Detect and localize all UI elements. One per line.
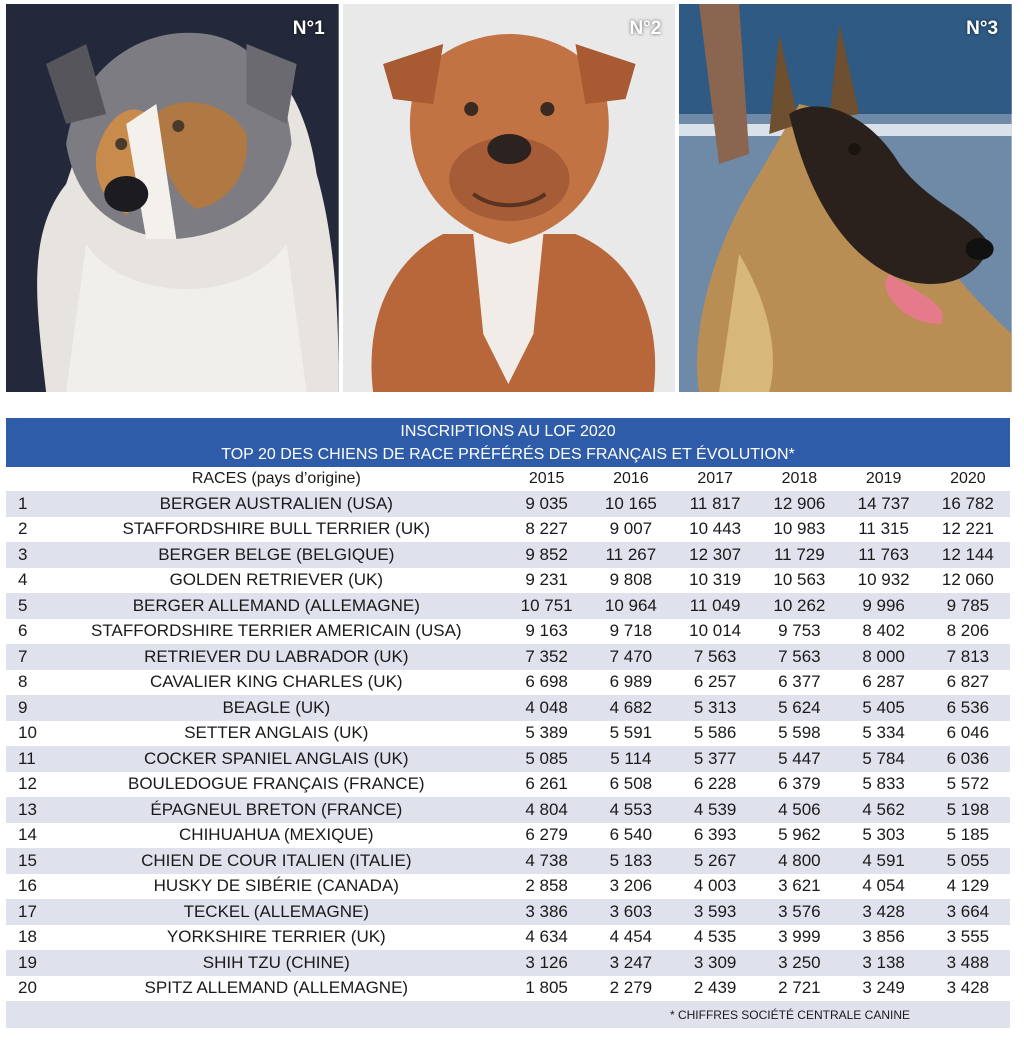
table-row	[6, 542, 1010, 568]
count-cell: 4 454	[589, 925, 673, 951]
rank-cell: 15	[6, 848, 48, 874]
rank-badge-2: N°2	[629, 18, 662, 39]
count-cell: 5 303	[841, 823, 925, 849]
count-cell: 3 206	[589, 874, 673, 900]
count-cell: 5 572	[926, 772, 1010, 798]
rank-cell: 7	[6, 644, 48, 670]
table-subtitle: TOP 20 DES CHIENS DE RACE PRÉFÉRÉS DES FRANÇAIS ET ÉVOLUTION*	[221, 446, 795, 463]
count-cell: 6 540	[589, 823, 673, 849]
rank-badge-3: N°3	[966, 18, 999, 39]
table-row	[6, 899, 1010, 925]
count-cell: 10 262	[757, 593, 841, 619]
rank-cell: 20	[6, 976, 48, 1002]
count-cell: 4 553	[589, 797, 673, 823]
count-cell: 7 563	[757, 644, 841, 670]
count-cell: 8 000	[841, 644, 925, 670]
count-cell: 5 198	[926, 797, 1010, 823]
rank-cell: 8	[6, 670, 48, 696]
count-cell: 5 389	[504, 721, 588, 747]
year-header: 2019	[865, 470, 902, 487]
count-cell: 5 114	[589, 746, 673, 772]
count-cell: 3 428	[841, 899, 925, 925]
race-cell: BERGER BELGE (BELGIQUE)	[48, 542, 504, 568]
count-cell: 11 315	[841, 517, 925, 543]
count-cell: 5 833	[841, 772, 925, 798]
count-cell: 5 962	[757, 823, 841, 849]
rank-cell: 17	[6, 899, 48, 925]
count-cell: 9 753	[757, 619, 841, 645]
count-cell: 7 813	[926, 644, 1010, 670]
table-row	[6, 976, 1010, 1002]
race-cell: TECKEL (ALLEMAGNE)	[48, 899, 504, 925]
count-cell: 3 247	[589, 950, 673, 976]
table-row	[6, 695, 1010, 721]
count-cell: 3 999	[757, 925, 841, 951]
footnote: * CHIFFRES SOCIÉTÉ CENTRALE CANINE	[6, 1001, 1010, 1028]
count-cell: 6 393	[673, 823, 757, 849]
count-cell: 5 267	[673, 848, 757, 874]
rank-cell: 10	[6, 721, 48, 747]
count-cell: 4 562	[841, 797, 925, 823]
table-row	[6, 721, 1010, 747]
table-row	[6, 848, 1010, 874]
count-cell: 1 805	[504, 976, 588, 1002]
count-cell: 9 231	[504, 568, 588, 594]
count-cell: 3 593	[673, 899, 757, 925]
rank-cell: 14	[6, 823, 48, 849]
rank-cell: 12	[6, 772, 48, 798]
rank-cell: 6	[6, 619, 48, 645]
footnote-row	[6, 1001, 1010, 1028]
count-cell: 10 563	[757, 568, 841, 594]
dog-photos	[6, 4, 1012, 392]
count-cell: 11 049	[673, 593, 757, 619]
count-cell: 5 447	[757, 746, 841, 772]
count-cell: 4 800	[757, 848, 841, 874]
count-cell: 9 718	[589, 619, 673, 645]
race-cell: SPITZ ALLEMAND (ALLEMAGNE)	[48, 976, 504, 1002]
table-row	[6, 491, 1010, 517]
count-cell: 10 932	[841, 568, 925, 594]
count-cell: 9 808	[589, 568, 673, 594]
count-cell: 5 313	[673, 695, 757, 721]
rank-cell: 4	[6, 568, 48, 594]
table-header-row	[6, 467, 1010, 491]
count-cell: 5 591	[589, 721, 673, 747]
race-cell: RETRIEVER DU LABRADOR (UK)	[48, 644, 504, 670]
count-cell: 5 185	[926, 823, 1010, 849]
rank-cell: 3	[6, 542, 48, 568]
race-cell: STAFFORDSHIRE TERRIER AMERICAIN (USA)	[48, 619, 504, 645]
count-cell: 6 698	[504, 670, 588, 696]
count-cell: 3 664	[926, 899, 1010, 925]
table-row	[6, 874, 1010, 900]
race-cell: COCKER SPANIEL ANGLAIS (UK)	[48, 746, 504, 772]
photo-belgian-malinois	[679, 4, 1012, 392]
rank-cell: 5	[6, 593, 48, 619]
race-cell: SETTER ANGLAIS (UK)	[48, 721, 504, 747]
count-cell: 14 737	[841, 491, 925, 517]
count-cell: 6 989	[589, 670, 673, 696]
count-cell: 8 206	[926, 619, 1010, 645]
count-cell: 10 319	[673, 568, 757, 594]
count-cell: 5 586	[673, 721, 757, 747]
count-cell: 4 506	[757, 797, 841, 823]
count-cell: 3 126	[504, 950, 588, 976]
race-cell: BERGER AUSTRALIEN (USA)	[48, 491, 504, 517]
count-cell: 3 250	[757, 950, 841, 976]
count-cell: 3 576	[757, 899, 841, 925]
count-cell: 4 129	[926, 874, 1010, 900]
count-cell: 4 804	[504, 797, 588, 823]
race-cell: BEAGLE (UK)	[48, 695, 504, 721]
count-cell: 10 964	[589, 593, 673, 619]
table-row	[6, 797, 1010, 823]
table-title-band	[6, 418, 1010, 467]
rank-cell: 9	[6, 695, 48, 721]
count-cell: 3 603	[589, 899, 673, 925]
race-cell: BOULEDOGUE FRANÇAIS (FRANCE)	[48, 772, 504, 798]
count-cell: 9 852	[504, 542, 588, 568]
table-row	[6, 823, 1010, 849]
year-header: 2020	[950, 470, 986, 487]
count-cell: 5 183	[589, 848, 673, 874]
year-header: 2016	[613, 470, 649, 487]
rank-cell: 2	[6, 517, 48, 543]
photo-staffordshire-bull-terrier	[343, 4, 676, 392]
count-cell: 8 402	[841, 619, 925, 645]
count-cell: 2 721	[757, 976, 841, 1002]
count-cell: 10 443	[673, 517, 757, 543]
count-cell: 7 563	[673, 644, 757, 670]
rank-cell: 1	[6, 491, 48, 517]
race-cell: YORKSHIRE TERRIER (UK)	[48, 925, 504, 951]
count-cell: 3 386	[504, 899, 588, 925]
count-cell: 9 785	[926, 593, 1010, 619]
count-cell: 4 591	[841, 848, 925, 874]
count-cell: 11 729	[757, 542, 841, 568]
count-cell: 16 782	[926, 491, 1010, 517]
count-cell: 2 439	[673, 976, 757, 1002]
count-cell: 3 428	[926, 976, 1010, 1002]
table-row	[6, 619, 1010, 645]
year-header: 2017	[697, 470, 733, 487]
count-cell: 4 003	[673, 874, 757, 900]
table-row	[6, 517, 1010, 543]
count-cell: 6 036	[926, 746, 1010, 772]
australian-shepherd-icon	[6, 4, 339, 392]
count-cell: 6 257	[673, 670, 757, 696]
staffordshire-bull-terrier-icon	[343, 4, 676, 392]
table-row	[6, 644, 1010, 670]
count-cell: 3 138	[841, 950, 925, 976]
count-cell: 6 379	[757, 772, 841, 798]
count-cell: 6 228	[673, 772, 757, 798]
year-header: 2018	[781, 470, 818, 487]
count-cell: 6 536	[926, 695, 1010, 721]
table-body	[6, 491, 1010, 1001]
count-cell: 4 048	[504, 695, 588, 721]
race-cell: HUSKY DE SIBÉRIE (CANADA)	[48, 874, 504, 900]
count-cell: 3 621	[757, 874, 841, 900]
race-cell: CHIHUAHUA (MEXIQUE)	[48, 823, 504, 849]
count-cell: 6 377	[757, 670, 841, 696]
year-header: 2015	[528, 470, 565, 487]
count-cell: 9 996	[841, 593, 925, 619]
race-header: RACES (pays d’origine)	[191, 470, 361, 487]
race-cell: CHIEN DE COUR ITALIEN (ITALIE)	[48, 848, 504, 874]
race-cell: SHIH TZU (CHINE)	[48, 950, 504, 976]
count-cell: 5 334	[841, 721, 925, 747]
table-row	[6, 925, 1010, 951]
count-cell: 10 014	[673, 619, 757, 645]
count-cell: 7 470	[589, 644, 673, 670]
table-row	[6, 772, 1010, 798]
count-cell: 4 054	[841, 874, 925, 900]
count-cell: 10 751	[504, 593, 588, 619]
ranking-table	[6, 467, 1010, 1028]
count-cell: 9 163	[504, 619, 588, 645]
rank-cell: 18	[6, 925, 48, 951]
rank-header	[6, 467, 48, 491]
table-row	[6, 593, 1010, 619]
count-cell: 3 249	[841, 976, 925, 1002]
count-cell: 5 055	[926, 848, 1010, 874]
count-cell: 4 738	[504, 848, 588, 874]
count-cell: 11 817	[673, 491, 757, 517]
count-cell: 6 508	[589, 772, 673, 798]
count-cell: 11 267	[589, 542, 673, 568]
belgian-malinois-icon	[679, 4, 1012, 392]
table-row	[6, 950, 1010, 976]
count-cell: 2 858	[504, 874, 588, 900]
count-cell: 12 307	[673, 542, 757, 568]
count-cell: 3 555	[926, 925, 1010, 951]
count-cell: 7 352	[504, 644, 588, 670]
race-cell: BERGER ALLEMAND (ALLEMAGNE)	[48, 593, 504, 619]
photo-australian-shepherd	[6, 4, 339, 392]
count-cell: 4 682	[589, 695, 673, 721]
lof-ranking-table	[6, 418, 1010, 1028]
count-cell: 10 983	[757, 517, 841, 543]
table-row	[6, 568, 1010, 594]
count-cell: 4 535	[673, 925, 757, 951]
count-cell: 6 279	[504, 823, 588, 849]
count-cell: 9 035	[504, 491, 588, 517]
count-cell: 6 046	[926, 721, 1010, 747]
count-cell: 12 060	[926, 568, 1010, 594]
count-cell: 3 488	[926, 950, 1010, 976]
count-cell: 9 007	[589, 517, 673, 543]
count-cell: 5 405	[841, 695, 925, 721]
race-cell: CAVALIER KING CHARLES (UK)	[48, 670, 504, 696]
rank-cell: 13	[6, 797, 48, 823]
count-cell: 4 634	[504, 925, 588, 951]
count-cell: 12 906	[757, 491, 841, 517]
rank-badge-1: N°1	[292, 18, 325, 39]
rank-cell: 11	[6, 746, 48, 772]
count-cell: 5 624	[757, 695, 841, 721]
count-cell: 5 085	[504, 746, 588, 772]
race-cell: GOLDEN RETRIEVER (UK)	[48, 568, 504, 594]
count-cell: 5 784	[841, 746, 925, 772]
count-cell: 8 227	[504, 517, 588, 543]
count-cell: 12 221	[926, 517, 1010, 543]
race-cell: STAFFORDSHIRE BULL TERRIER (UK)	[48, 517, 504, 543]
count-cell: 4 539	[673, 797, 757, 823]
count-cell: 3 856	[841, 925, 925, 951]
table-row	[6, 746, 1010, 772]
count-cell: 5 598	[757, 721, 841, 747]
count-cell: 6 827	[926, 670, 1010, 696]
table-row	[6, 670, 1010, 696]
race-cell: ÉPAGNEUL BRETON (FRANCE)	[48, 797, 504, 823]
count-cell: 12 144	[926, 542, 1010, 568]
table-title: INSCRIPTIONS AU LOF 2020	[400, 423, 616, 440]
count-cell: 2 279	[589, 976, 673, 1002]
count-cell: 5 377	[673, 746, 757, 772]
count-cell: 10 165	[589, 491, 673, 517]
rank-cell: 19	[6, 950, 48, 976]
count-cell: 11 763	[841, 542, 925, 568]
count-cell: 6 261	[504, 772, 588, 798]
rank-cell: 16	[6, 874, 48, 900]
count-cell: 3 309	[673, 950, 757, 976]
count-cell: 6 287	[841, 670, 925, 696]
